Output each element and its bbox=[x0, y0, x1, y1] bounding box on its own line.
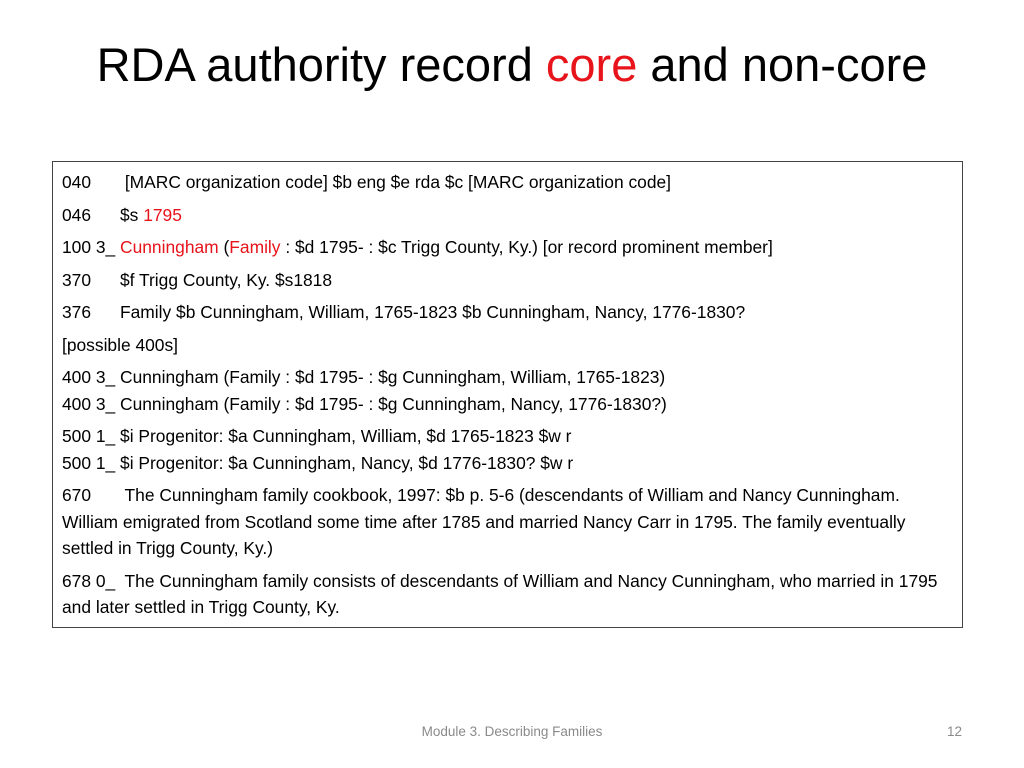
title-highlight: core bbox=[545, 38, 638, 91]
field-500-group bbox=[62, 423, 952, 476]
field-370: 370 $f Trigg County, Ky. $s1818 bbox=[62, 269, 333, 290]
field-376: 376 Family $b Cunningham, William, 1765-1823 $b Cunningham, Nancy, 1776-1830? bbox=[62, 302, 746, 322]
possible-400s-note: [possible 400s] bbox=[62, 334, 179, 355]
title-part1: RDA authority record bbox=[96, 38, 546, 91]
field-040: 040 [MARC organization code] $b eng $e rda $c [MARC organization code] bbox=[62, 172, 672, 192]
page-number: 12 bbox=[946, 724, 962, 739]
field-046-value: 1795 bbox=[143, 204, 182, 225]
field-678: 678 0_ The Cunningham family consists of descendants of William and Nancy Cunningham, who married in 1795 and later settled in Trigg County, Ky. bbox=[62, 570, 943, 617]
field-100-name: Cunningham bbox=[120, 237, 219, 257]
field-046 bbox=[62, 202, 952, 229]
field-100-tag: 100 3_ bbox=[62, 237, 121, 257]
field-100 bbox=[62, 234, 952, 261]
authority-record-box bbox=[52, 161, 963, 628]
field-400-nancy: 400 3_ Cunningham (Family : $d 1795- : $g Cunningham, Nancy, 1776-1830?) bbox=[62, 393, 667, 414]
field-100-type: Family bbox=[229, 237, 281, 257]
slide-title bbox=[60, 34, 964, 96]
field-400-william: 400 3_ Cunningham (Family : $d 1795- : $g Cunningham, William, 1765-1823) bbox=[62, 367, 666, 387]
field-100-paren: ( bbox=[218, 237, 230, 257]
field-670: 670 The Cunningham family cookbook, 1997: $b p. 5-6 (descendants of William and Nancy Cunningham. William emigrated from Scotland some time after 1785 and married Nancy Carr in 1795. The family eventually settled in Trigg County, Ky.) bbox=[62, 485, 911, 558]
field-500-william: 500 1_ $i Progenitor: $a Cunningham, William, $d 1765-1823 $w r bbox=[62, 426, 572, 446]
field-100-rest: : $d 1795- : $c Trigg County, Ky.) [or record prominent member] bbox=[280, 237, 773, 257]
field-046-prefix: 046 $s bbox=[62, 204, 144, 225]
footer-module: Module 3. Describing Families bbox=[421, 724, 603, 739]
field-400-group bbox=[62, 364, 952, 417]
title-part2: and non-core bbox=[637, 38, 928, 91]
field-500-nancy: 500 1_ $i Progenitor: $a Cunningham, Nancy, $d 1776-1830? $w r bbox=[62, 452, 574, 473]
